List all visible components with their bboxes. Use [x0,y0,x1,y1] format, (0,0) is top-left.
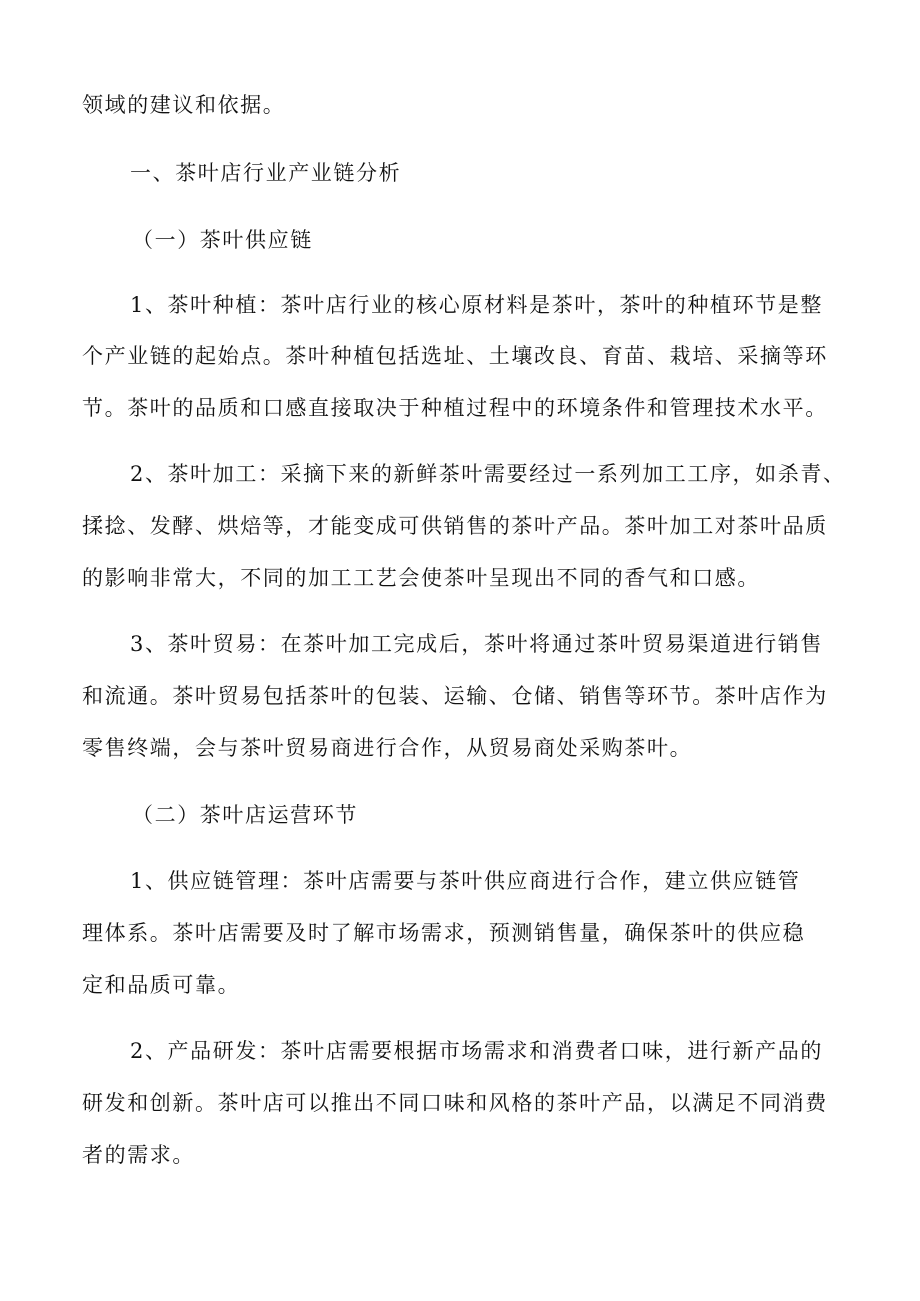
paragraph-line: 的影响非常大，不同的加工工艺会使茶叶呈现出不同的香气和口感。 [82,566,760,590]
paragraph-line: 零售终端，会与茶叶贸易商进行合作，从贸易商处采购茶叶。 [82,736,693,760]
paragraph-line: 研发和创新。茶叶店可以推出不同口味和风格的茶叶产品，以满足不同消费 [82,1091,828,1115]
paragraph-line: 3、茶叶贸易：在茶叶加工完成后，茶叶将通过茶叶贸易渠道进行销售 [130,632,823,656]
paragraph-line: 理体系。茶叶店需要及时了解市场需求，预测销售量，确保茶叶的供应稳 [82,921,806,945]
paragraph-line: 1、茶叶种植：茶叶店行业的核心原材料是茶叶，茶叶的种植环节是整 [130,293,823,317]
subsection-heading: （二）茶叶店运营环节 [132,803,358,827]
section-heading: 一、茶叶店行业产业链分析 [130,161,402,185]
paragraph-line: 1、供应链管理：茶叶店需要与茶叶供应商进行合作，建立供应链管 [130,869,801,893]
paragraph-line: 2、茶叶加工：采摘下来的新鲜茶叶需要经过一系列加工工序，如杀青、 [130,462,846,486]
subsection-heading: （一）茶叶供应链 [132,228,313,252]
paragraph-line: 节。茶叶的品质和口感直接取决于种植过程中的环境条件和管理技术水平。 [82,396,828,420]
paragraph-line: 和流通。茶叶贸易包括茶叶的包装、运输、仓储、销售等环节。茶叶店作为 [82,684,828,708]
paragraph-line: 个产业链的起始点。茶叶种植包括选址、土壤改良、育苗、栽培、采摘等环 [82,344,828,368]
paragraph-line: 者的需求。 [82,1143,195,1167]
paragraph-line: 2、产品研发：茶叶店需要根据市场需求和消费者口味，进行新产品的 [130,1039,823,1063]
paragraph-line: 领域的建议和依据。 [82,93,286,117]
paragraph-line: 定和品质可靠。 [82,973,241,997]
paragraph-line: 揉捻、发酵、烘焙等，才能变成可供销售的茶叶产品。茶叶加工对茶叶品质 [82,514,828,538]
